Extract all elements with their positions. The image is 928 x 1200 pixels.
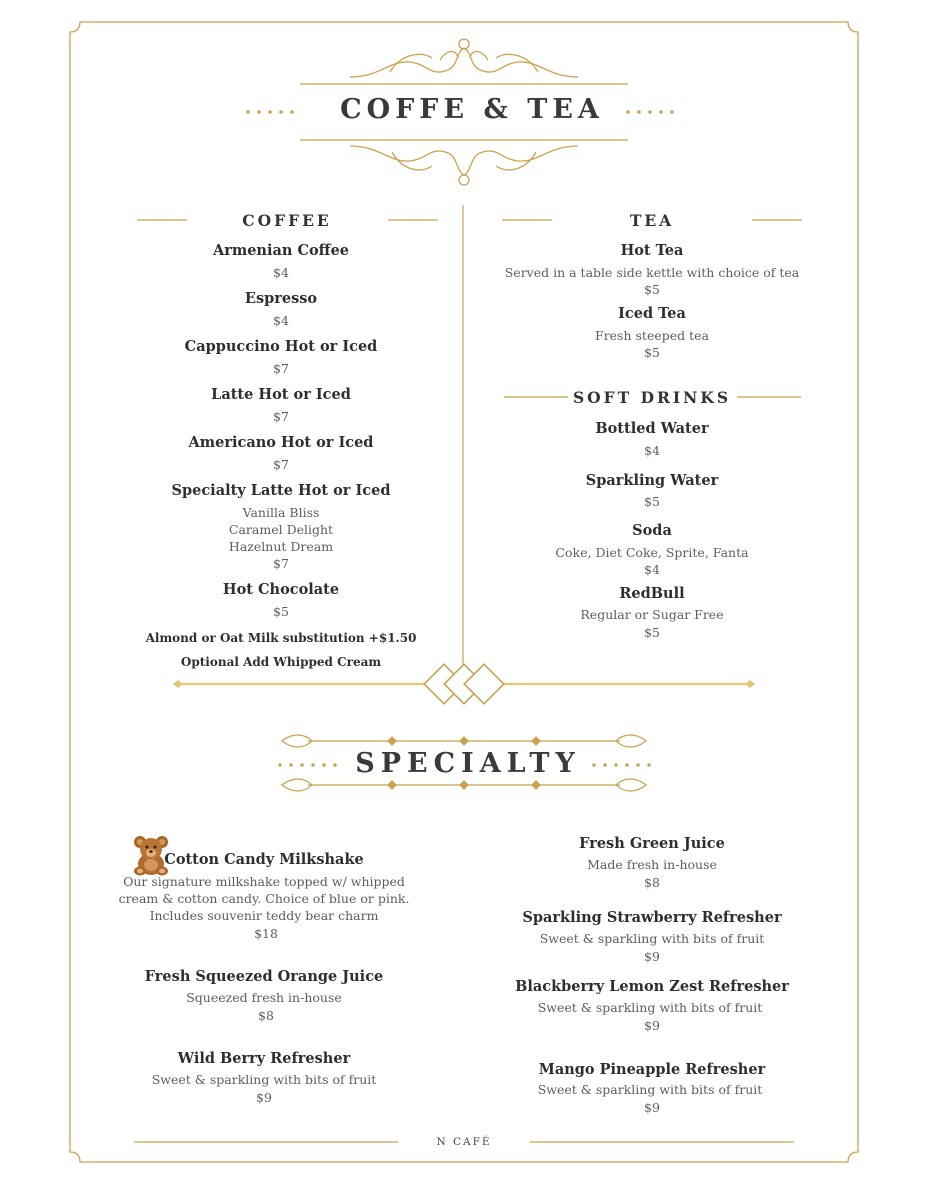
specialty-item-price: $8	[644, 875, 660, 890]
soft-drink-price: $5	[644, 494, 660, 509]
soft-drink-desc: Regular or Sugar Free	[580, 607, 724, 622]
specialty-item-price: $9	[644, 1100, 660, 1115]
specialty-item-desc: cream & cotton candy. Choice of blue or pink.	[118, 891, 410, 906]
specialty-item-price: $18	[254, 926, 278, 941]
coffee-item-price: $4	[273, 313, 289, 328]
specialty-item-price: $9	[644, 949, 660, 964]
page-title: COFFE & TEA	[340, 94, 604, 125]
specialty-item-name: Mango Pineapple Refresher	[538, 1061, 766, 1078]
specialty-heading: SPECIALTY	[355, 748, 581, 779]
coffee-item-price: $7	[273, 556, 289, 571]
top-flourish	[350, 39, 578, 77]
specialty-item-name: Fresh Green Juice	[579, 835, 725, 852]
specialty-item-price: $9	[644, 1018, 660, 1033]
specialty-item-desc: Sweet & sparkling with bits of fruit	[537, 1000, 763, 1015]
coffee-item-price: $7	[273, 457, 289, 472]
coffee-item-price: $4	[273, 265, 289, 280]
whipped-cream-note: Optional Add Whipped Cream	[180, 655, 382, 669]
soft-drink-price: $4	[644, 562, 660, 577]
coffee-item-price: $7	[273, 361, 289, 376]
soft-drinks-heading: SOFT DRINKS	[572, 388, 732, 407]
tea-item-desc: Served in a table side kettle with choice of tea	[504, 265, 800, 280]
title-dots-left	[246, 110, 294, 114]
soft-drink-name: Sparkling Water	[585, 472, 719, 489]
specialty-ornament-bottom	[282, 779, 646, 791]
tea-item-price: $5	[644, 282, 660, 297]
specialty-item-price: $8	[258, 1008, 274, 1023]
tea-item-price: $5	[644, 345, 660, 360]
coffee-item-name: Hot Chocolate	[222, 581, 340, 598]
coffee-item-price: $7	[273, 409, 289, 424]
specialty-item-desc: Squeezed fresh in-house	[186, 990, 342, 1005]
bottom-flourish	[350, 146, 578, 185]
tea-item-name: Hot Tea	[620, 242, 684, 259]
tea-item-desc: Fresh steeped tea	[595, 328, 709, 343]
coffee-item-name: Specialty Latte Hot or Iced	[171, 482, 391, 499]
flavor-option: Hazelnut Dream	[228, 539, 334, 554]
specialty-item-desc: Our signature milkshake topped w/ whipped	[123, 874, 405, 889]
specialty-item-name: Cotton Candy Milkshake	[164, 851, 364, 868]
flavor-option: Caramel Delight	[228, 522, 334, 537]
specialty-item-desc: Sweet & sparkling with bits of fruit	[537, 1082, 763, 1097]
soft-drink-desc: Coke, Diet Coke, Sprite, Fanta	[555, 545, 749, 560]
title-dots-right	[626, 110, 674, 114]
specialty-item-price: $9	[256, 1090, 272, 1105]
soft-drink-name: RedBull	[619, 585, 685, 602]
section-divider	[173, 664, 755, 704]
specialty-item-desc: Includes souvenir teddy bear charm	[149, 908, 379, 923]
coffee-item-name: Espresso	[244, 290, 318, 307]
tea-heading: TEA	[629, 211, 675, 230]
specialty-ornament-top	[282, 735, 646, 747]
milk-substitution-note: Almond or Oat Milk substitution +$1.50	[145, 631, 417, 645]
specialty-item-name: Wild Berry Refresher	[177, 1050, 351, 1067]
coffee-item-name: Americano Hot or Iced	[188, 434, 374, 451]
flavor-option: Vanilla Bliss	[242, 505, 320, 520]
soft-drink-price: $4	[644, 443, 660, 458]
soft-drink-price: $5	[644, 625, 660, 640]
specialty-item-name: Fresh Squeezed Orange Juice	[144, 968, 384, 985]
specialty-item-name: Blackberry Lemon Zest Refresher	[515, 978, 789, 995]
specialty-item-desc: Made fresh in-house	[587, 857, 717, 872]
soft-drink-name: Soda	[632, 522, 672, 539]
coffee-item-name: Latte Hot or Iced	[211, 386, 351, 403]
coffee-item-name: Cappuccino Hot or Iced	[184, 338, 378, 355]
footer-brand: N CAFÉ	[436, 1136, 492, 1148]
soft-drink-name: Bottled Water	[595, 420, 709, 437]
coffee-item-price: $5	[273, 604, 289, 619]
specialty-item-desc: Sweet & sparkling with bits of fruit	[539, 931, 765, 946]
specialty-item-name: Sparkling Strawberry Refresher	[522, 909, 782, 926]
specialty-item-desc: Sweet & sparkling with bits of fruit	[151, 1072, 377, 1087]
coffee-heading: COFFEE	[242, 211, 332, 230]
coffee-item-name: Armenian Coffee	[212, 242, 350, 259]
tea-item-name: Iced Tea	[618, 305, 686, 322]
